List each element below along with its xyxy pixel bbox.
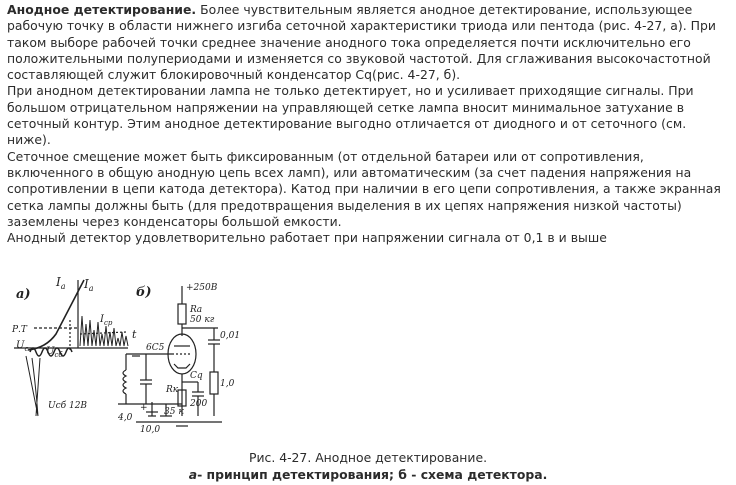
label-rk-val: 35 к [164, 407, 184, 417]
resistor-r1 [210, 372, 218, 394]
figure-caption [0, 449, 736, 483]
caption-a-marker: а [188, 467, 198, 482]
caption-line-2 [0, 466, 736, 483]
label-ucb: $U_{сб}$ [46, 346, 63, 359]
paragraph-1 [7, 2, 729, 83]
diagram-a [14, 280, 140, 416]
paragraph-3: Сеточное смещение может быть фиксированным (от отдельной батареи или от сопротивления, включенного в общую анодную цепь всех ламп), или автоматическим (за счет падения напряжения на сопротивлении в цепи катода детектора). Катод при наличии в его цепи сопротивления, а также экранная сетка лампы должны быть (для предотвращения выделения в их цепях напряжения низкой частоты) заземлены через конденсаторы большой емкости. [7, 148, 721, 229]
article-heading: Анодное детектирование. [7, 2, 197, 17]
label-c3: 4,0 [118, 413, 133, 423]
tube-cathode [174, 364, 190, 368]
label-ra: Rа [190, 305, 203, 315]
paragraph-1-text: Более чувствительным является анодное детектирование, использующее рабочую точку в области нижнего изгиба сеточной характеристики триода или пентода (рис. 4-27, а). При таком выборе рабочей точки среднее значение анодного тока определяется почти исключительно его положительными полупериодами и изменяется со звуковой частотой. Для сглаживания высокочастотной составляющей служит блокировочный конденсатор Cq(рис. 4-27, б). [7, 2, 716, 83]
label-uc: $U_с$ [16, 340, 29, 353]
label-plus: + [140, 403, 148, 413]
label-ucb-12: Uсб 12В [48, 401, 88, 411]
paragraph-4: Анодный детектор удовлетворительно работает при напряжении сигнала от 0,1 в и выше [7, 230, 607, 246]
label-ia-2: $I_а$ [84, 277, 94, 293]
label-ra-val: 50 кг [190, 315, 215, 325]
resistor-ra [178, 304, 186, 324]
label-tube: 6С5 [146, 343, 165, 353]
characteristic-curve [28, 280, 84, 350]
label-cq-val: 200 [190, 399, 208, 409]
label-ia: $I_а$ [56, 275, 66, 291]
label-rk: Rк [166, 385, 179, 395]
caption-line-1: Рис. 4-27. Анодное детектирование. [248, 450, 488, 465]
coil-l [123, 370, 126, 394]
article-text [7, 2, 729, 246]
label-c2: 10,0 [140, 425, 161, 435]
label-t: t [132, 328, 137, 341]
label-cap1: 0,01 [220, 331, 241, 341]
label-res1: 1,0 [220, 379, 235, 389]
caption-line-2-text: - принцип детектирования; б - схема детектора. [197, 467, 548, 482]
paragraph-2: При анодном детектировании лампа не только детектирует, но и усиливает приходящие сигналы. При большом отрицательном напряжении на управляющей сетке лампа вносит минимальное затухание в сеточный контур. Этим анодное детектирование выгодно отличается от диодного и от сеточного (см. ниже). [7, 83, 694, 148]
label-a: а) [16, 287, 31, 302]
label-plus-250: +250В [186, 283, 218, 293]
label-cq: Cq [190, 371, 203, 381]
figure-4-27 [6, 266, 250, 436]
input-signal [26, 356, 40, 416]
label-icp: $I_{ср}$ [100, 314, 113, 327]
label-b: б) [136, 285, 152, 300]
label-pt: Р.Т [12, 325, 27, 335]
